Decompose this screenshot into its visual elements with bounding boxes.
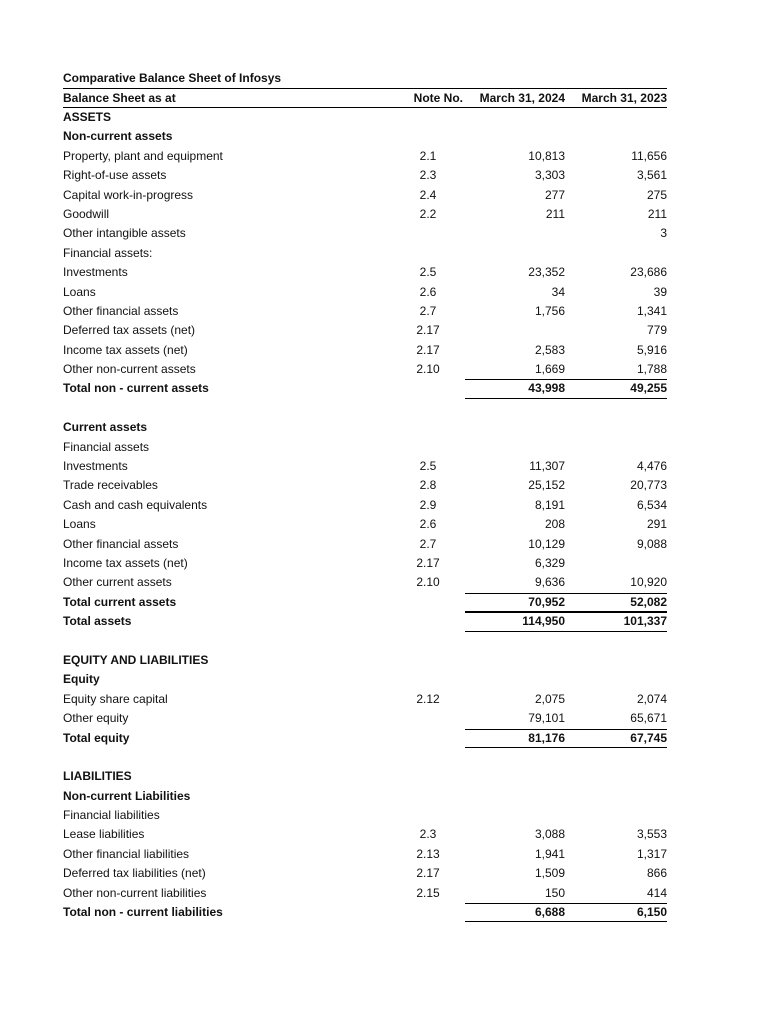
- row-value-2024: 43,998: [465, 379, 565, 398]
- row-value-2023: 67,745: [565, 729, 667, 748]
- row-label: Property, plant and equipment: [63, 148, 223, 163]
- row-value-2023: 3,561: [636, 168, 667, 183]
- row-label: Loans: [63, 517, 96, 532]
- row-value-2024: 23,352: [528, 265, 565, 280]
- row-note: 2.6: [419, 284, 437, 299]
- row-value-2024: 10,129: [528, 536, 565, 551]
- row-value-2023: 866: [646, 866, 667, 881]
- row-note: [393, 244, 463, 263]
- row-note: [393, 903, 463, 922]
- table-row: [63, 341, 667, 360]
- row-value-2023: [565, 767, 667, 786]
- row-value-2024: 11,307: [529, 459, 565, 474]
- row-note: [393, 709, 463, 728]
- row-value-2024: [463, 767, 565, 786]
- table-row: [63, 438, 667, 457]
- table-row: [63, 224, 667, 243]
- table-row: [63, 283, 667, 302]
- row-value-2023: 20,773: [630, 478, 667, 493]
- table-row: [63, 205, 667, 224]
- table-row: [63, 244, 667, 263]
- table-row: [63, 321, 667, 340]
- row-value-2023: 291: [646, 517, 667, 532]
- row-label: Deferred tax liabilities (net): [63, 866, 206, 881]
- row-value-2023: 10,920: [630, 575, 667, 590]
- row-label: EQUITY AND LIABILITIES: [63, 652, 209, 667]
- row-note: 2.9: [419, 497, 437, 512]
- row-value-2024: 1,669: [534, 362, 565, 377]
- row-value-2023: 779: [646, 323, 667, 338]
- table-header: [63, 88, 667, 108]
- row-value-2024: 9,636: [534, 575, 565, 590]
- row-value-2023: 39: [653, 284, 667, 299]
- row-note: 2.10: [416, 362, 440, 377]
- table-row: [63, 360, 667, 379]
- row-value-2024: 211: [545, 206, 565, 221]
- row-value-2024: 79,101: [528, 711, 565, 726]
- row-value-2023: 4,476: [636, 459, 667, 474]
- table-row: [63, 147, 667, 166]
- row-label: Financial assets: [63, 439, 150, 454]
- row-value-2023: 6,150: [565, 903, 667, 922]
- row-label: Investments: [63, 265, 128, 280]
- row-note: [393, 127, 463, 146]
- row-note: [393, 612, 463, 631]
- row-value-2024: 3,303: [534, 168, 565, 183]
- section-heading-row: [63, 767, 667, 786]
- table-row: [63, 496, 667, 515]
- row-note: 2.10: [416, 575, 440, 590]
- row-value-2024: 277: [544, 187, 565, 202]
- row-value-2023: [565, 670, 667, 689]
- row-note: 2.4: [419, 187, 437, 202]
- row-note: [393, 767, 463, 786]
- table-body: [63, 108, 667, 922]
- row-value-2024: 150: [544, 885, 565, 900]
- row-value-2024: 6,329: [534, 555, 565, 570]
- table-row: [63, 302, 667, 321]
- row-value-2023: [565, 651, 667, 670]
- row-value-2024: 1,756: [534, 303, 565, 318]
- row-note: 2.5: [419, 265, 437, 280]
- table-row: [63, 709, 667, 728]
- row-note: 2.17: [416, 555, 440, 570]
- row-value-2023: 2,074: [636, 691, 667, 706]
- row-note: 2.5: [419, 459, 437, 474]
- row-value-2023: 65,671: [630, 711, 667, 726]
- row-note: 2.7: [419, 303, 437, 318]
- row-label: Total equity: [63, 730, 130, 745]
- row-note: [393, 806, 463, 825]
- row-note: [393, 438, 463, 457]
- row-value-2024: [463, 438, 565, 457]
- table-row: [63, 845, 667, 864]
- section-heading-row: [63, 127, 667, 146]
- row-value-2023: 52,082: [565, 593, 667, 612]
- row-value-2024: 3,088: [534, 827, 565, 842]
- row-note: [393, 651, 463, 670]
- row-label: Other intangible assets: [63, 226, 186, 241]
- row-value-2023: 49,255: [565, 379, 667, 398]
- row-value-2024: 208: [544, 517, 565, 532]
- table-row: [63, 690, 667, 709]
- row-value-2024: 25,152: [528, 478, 565, 493]
- row-value-2024: 114,950: [465, 612, 565, 631]
- row-label: ASSETS: [63, 110, 112, 124]
- row-value-2024: [463, 224, 565, 243]
- table-row: [63, 535, 667, 554]
- row-note: 2.6: [419, 517, 437, 532]
- total-row: [63, 729, 667, 748]
- row-label: Right-of-use assets: [63, 168, 167, 183]
- row-value-2023: 5,916: [636, 342, 667, 357]
- row-value-2023: [565, 108, 667, 127]
- row-value-2024: [463, 670, 565, 689]
- spacer-row: [63, 632, 667, 651]
- row-value-2024: [463, 806, 565, 825]
- spacer-row: [63, 748, 667, 767]
- row-note: [393, 593, 463, 612]
- row-note: [393, 729, 463, 748]
- row-note: 2.7: [419, 536, 437, 551]
- row-value-2024: [463, 651, 565, 670]
- row-value-2023: 414: [646, 885, 667, 900]
- row-note: [393, 670, 463, 689]
- section-heading-row: [63, 670, 667, 689]
- table-row: [63, 515, 667, 534]
- row-note: 2.2: [419, 206, 437, 221]
- row-note: 2.1: [419, 148, 437, 163]
- row-label: Trade receivables: [63, 478, 158, 493]
- row-note: [393, 108, 463, 127]
- row-note: 2.8: [419, 478, 437, 493]
- table-row: [63, 884, 667, 903]
- row-note: [393, 224, 463, 243]
- row-label: Goodwill: [63, 206, 110, 221]
- row-note: 2.3: [419, 827, 437, 842]
- row-value-2024: [463, 321, 565, 340]
- row-value-2024: [463, 108, 565, 127]
- spacer-row: [63, 399, 667, 418]
- row-label: Cash and cash equivalents: [63, 497, 208, 512]
- table-row: [63, 864, 667, 883]
- row-value-2023: 3: [660, 226, 667, 241]
- section-heading-row: [63, 108, 667, 127]
- section-heading-row: [63, 418, 667, 437]
- row-note: 2.13: [416, 846, 440, 861]
- row-value-2024: 8,191: [534, 497, 565, 512]
- header-col-2024: March 31, 2024: [479, 91, 565, 105]
- table-row: [63, 186, 667, 205]
- row-label: Current assets: [63, 420, 148, 435]
- table-row: [63, 573, 667, 592]
- table-row: [63, 806, 667, 825]
- row-label: Other financial assets: [63, 303, 179, 318]
- section-heading-row: [63, 787, 667, 806]
- row-value-2023: 275: [646, 187, 667, 202]
- balance-sheet-table: [63, 68, 667, 922]
- table-row: [63, 825, 667, 844]
- row-label: Income tax assets (net): [63, 342, 188, 357]
- row-label: Loans: [63, 284, 96, 299]
- row-value-2023: 211: [647, 206, 667, 221]
- row-value-2023: [565, 554, 667, 573]
- row-value-2024: 1,509: [534, 866, 565, 881]
- row-value-2024: 10,813: [528, 148, 565, 163]
- row-value-2024: 6,688: [465, 903, 565, 922]
- row-value-2023: 1,317: [636, 846, 667, 861]
- row-label: Non-current assets: [63, 129, 173, 144]
- row-value-2024: [463, 418, 565, 437]
- row-note: 2.12: [416, 691, 440, 706]
- header-note: Note No.: [413, 91, 463, 105]
- row-label: Total non - current assets: [63, 381, 209, 396]
- table-row: [63, 263, 667, 282]
- header-col-2023: March 31, 2023: [581, 91, 667, 105]
- row-value-2023: 23,686: [630, 265, 667, 280]
- row-label: Equity share capital: [63, 691, 168, 706]
- row-value-2023: 1,788: [636, 362, 667, 377]
- row-label: Other current assets: [63, 575, 172, 590]
- row-value-2023: [565, 418, 667, 437]
- table-row: [63, 554, 667, 573]
- total-row: [63, 612, 667, 631]
- row-label: Lease liabilities: [63, 827, 145, 842]
- row-value-2023: 9,088: [636, 536, 667, 551]
- document-title: Comparative Balance Sheet of Infosys: [63, 71, 282, 85]
- row-label: Non-current Liabilities: [63, 788, 191, 803]
- row-label: Other non-current liabilities: [63, 885, 207, 900]
- row-label: LIABILITIES: [63, 769, 132, 784]
- row-value-2024: 2,583: [534, 342, 565, 357]
- row-value-2024: [463, 127, 565, 146]
- row-value-2023: 3,553: [636, 827, 667, 842]
- row-value-2024: 70,952: [465, 593, 565, 612]
- row-value-2023: 11,656: [631, 148, 667, 163]
- row-note: [393, 418, 463, 437]
- row-note: 2.15: [416, 885, 440, 900]
- row-value-2023: [565, 806, 667, 825]
- row-label: Other equity: [63, 711, 129, 726]
- row-label: Financial liabilities: [63, 808, 160, 823]
- total-row: [63, 903, 667, 922]
- row-label: Other non-current assets: [63, 362, 196, 377]
- row-label: Total assets: [63, 614, 132, 629]
- row-label: Other financial liabilities: [63, 846, 190, 861]
- row-value-2023: 6,534: [636, 497, 667, 512]
- header-label: Balance Sheet as at: [63, 91, 176, 105]
- row-value-2023: 101,337: [565, 612, 667, 631]
- row-label: Other financial assets: [63, 536, 179, 551]
- row-value-2024: 1,941: [534, 846, 565, 861]
- row-value-2023: [565, 244, 667, 263]
- row-label: Investments: [63, 459, 128, 474]
- row-note: 2.17: [416, 323, 440, 338]
- row-value-2023: [565, 127, 667, 146]
- row-note: [393, 787, 463, 806]
- total-row: [63, 593, 667, 612]
- table-row: [63, 457, 667, 476]
- row-label: Capital work-in-progress: [63, 187, 194, 202]
- row-value-2024: 2,075: [534, 691, 565, 706]
- row-note: [393, 379, 463, 398]
- row-label: Financial assets:: [63, 245, 153, 260]
- row-value-2024: 34: [551, 284, 565, 299]
- row-value-2023: 1,341: [636, 303, 667, 318]
- row-note: 2.17: [416, 342, 440, 357]
- table-row: [63, 476, 667, 495]
- row-value-2024: [463, 787, 565, 806]
- row-value-2024: [463, 244, 565, 263]
- row-label: Deferred tax assets (net): [63, 323, 196, 338]
- total-row: [63, 379, 667, 398]
- table-row: [63, 166, 667, 185]
- row-note: 2.3: [419, 168, 437, 183]
- row-value-2023: [565, 787, 667, 806]
- row-label: Equity: [63, 672, 100, 687]
- row-label: Total non - current liabilities: [63, 905, 223, 920]
- row-value-2024: 81,176: [465, 729, 565, 748]
- row-value-2023: [565, 438, 667, 457]
- row-label: Income tax assets (net): [63, 555, 188, 570]
- row-note: 2.17: [416, 866, 440, 881]
- section-heading-row: [63, 651, 667, 670]
- row-label: Total current assets: [63, 594, 177, 609]
